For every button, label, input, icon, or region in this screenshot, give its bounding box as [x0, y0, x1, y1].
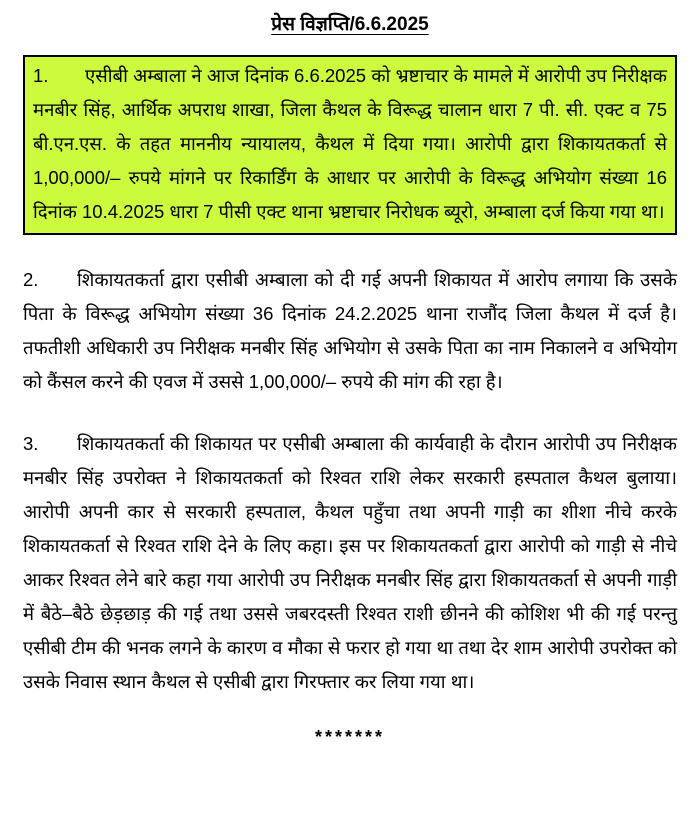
- highlighted-paragraph-1: [23, 55, 677, 235]
- paragraph-number: 1.: [33, 65, 49, 86]
- paragraph-text: शिकायतकर्ता द्वारा एसीबी अम्बाला को दी गई अपनी शिकायत में आरोप लगाया कि उसके पिता के विरूद्ध अभियोग संख्या 36 दिनांक 24.2.2025 थाना राजौंद जिला कैथल में दर्ज है। तफतीशी अधिकारी उप निरीक्षक मनबीर सिंह अभियोग से उसके पिता का नाम निकालने व अभियोग को कैंसल करने की एवज में उससे 1,00,000/– रुपये की मांग की रहा है।: [23, 269, 677, 392]
- paragraph-number: 3.: [23, 433, 39, 454]
- paragraph-text: एसीबी अम्बाला ने आज दिनांक 6.6.2025 को भ्रष्टाचार के मामले में आरोपी उप निरीक्षक मनबीर सिंह, आर्थिक अपराध शाखा, जिला कैथल के विरूद्ध चालान धारा 7 पी. सी. एक्ट व 75 बी.एन.एस. के तहत माननीय न्यायालय, कैथल में दिया गया। आरोपी द्वारा शिकायतकर्ता से 1,00,000/– रुपये मांगने पर रिकार्डिंग के आधार पर आरोपी के विरूद्ध अभियोग संख्या 16 दिनांक 10.4.2025 धारा 7 पीसी एक्ट थाना भ्रष्टाचार निरोधक ब्यूरो, अम्बाला दर्ज किया गया था।: [33, 65, 667, 222]
- footer-separator: *******: [314, 727, 386, 747]
- page-title: प्रेस विज्ञप्ति/6.6.2025: [271, 14, 429, 35]
- paragraph-3: [23, 427, 677, 699]
- paragraph-2: [23, 263, 677, 399]
- paragraph-number: 2.: [23, 269, 39, 290]
- paragraph-text: शिकायतकर्ता की शिकायत पर एसीबी अम्बाला की कार्यवाही के दौरान आरोपी उप निरीक्षक मनबीर सिंह उपरोक्त ने शिकायतकर्ता को रिश्वत राशि लेकर सरकारी हस्पताल कैथल बुलाया। आरोपी अपनी कार से सरकारी हस्पताल, कैथल पहुँचा तथा अपनी गाड़ी का शीशा नीचे करके शिकायतकर्ता से रिश्वत राशि देने के लिए कहा। इस पर शिकायतकर्ता द्वारा आरोपी को गाड़ी से नीचे आकर रिश्वत लेने बारे कहा गया आरोपी उप निरीक्षक मनबीर सिंह द्वारा शिकायतकर्ता से अपनी गाड़ी में बैठे–बैठे छेड़छाड़ की गई तथा उससे जबरदस्ती रिश्वत राशी छीनने की कोशिश भी की गई परन्तु एसीबी टीम की भनक लगने के कारण व मौका से फरार हो गया था तथा देर शाम आरोपी उपरोक्त को उसके निवास स्थान कैथल से एसीबी द्वारा गिरफ्तार कर लिया गया था।: [23, 433, 677, 692]
